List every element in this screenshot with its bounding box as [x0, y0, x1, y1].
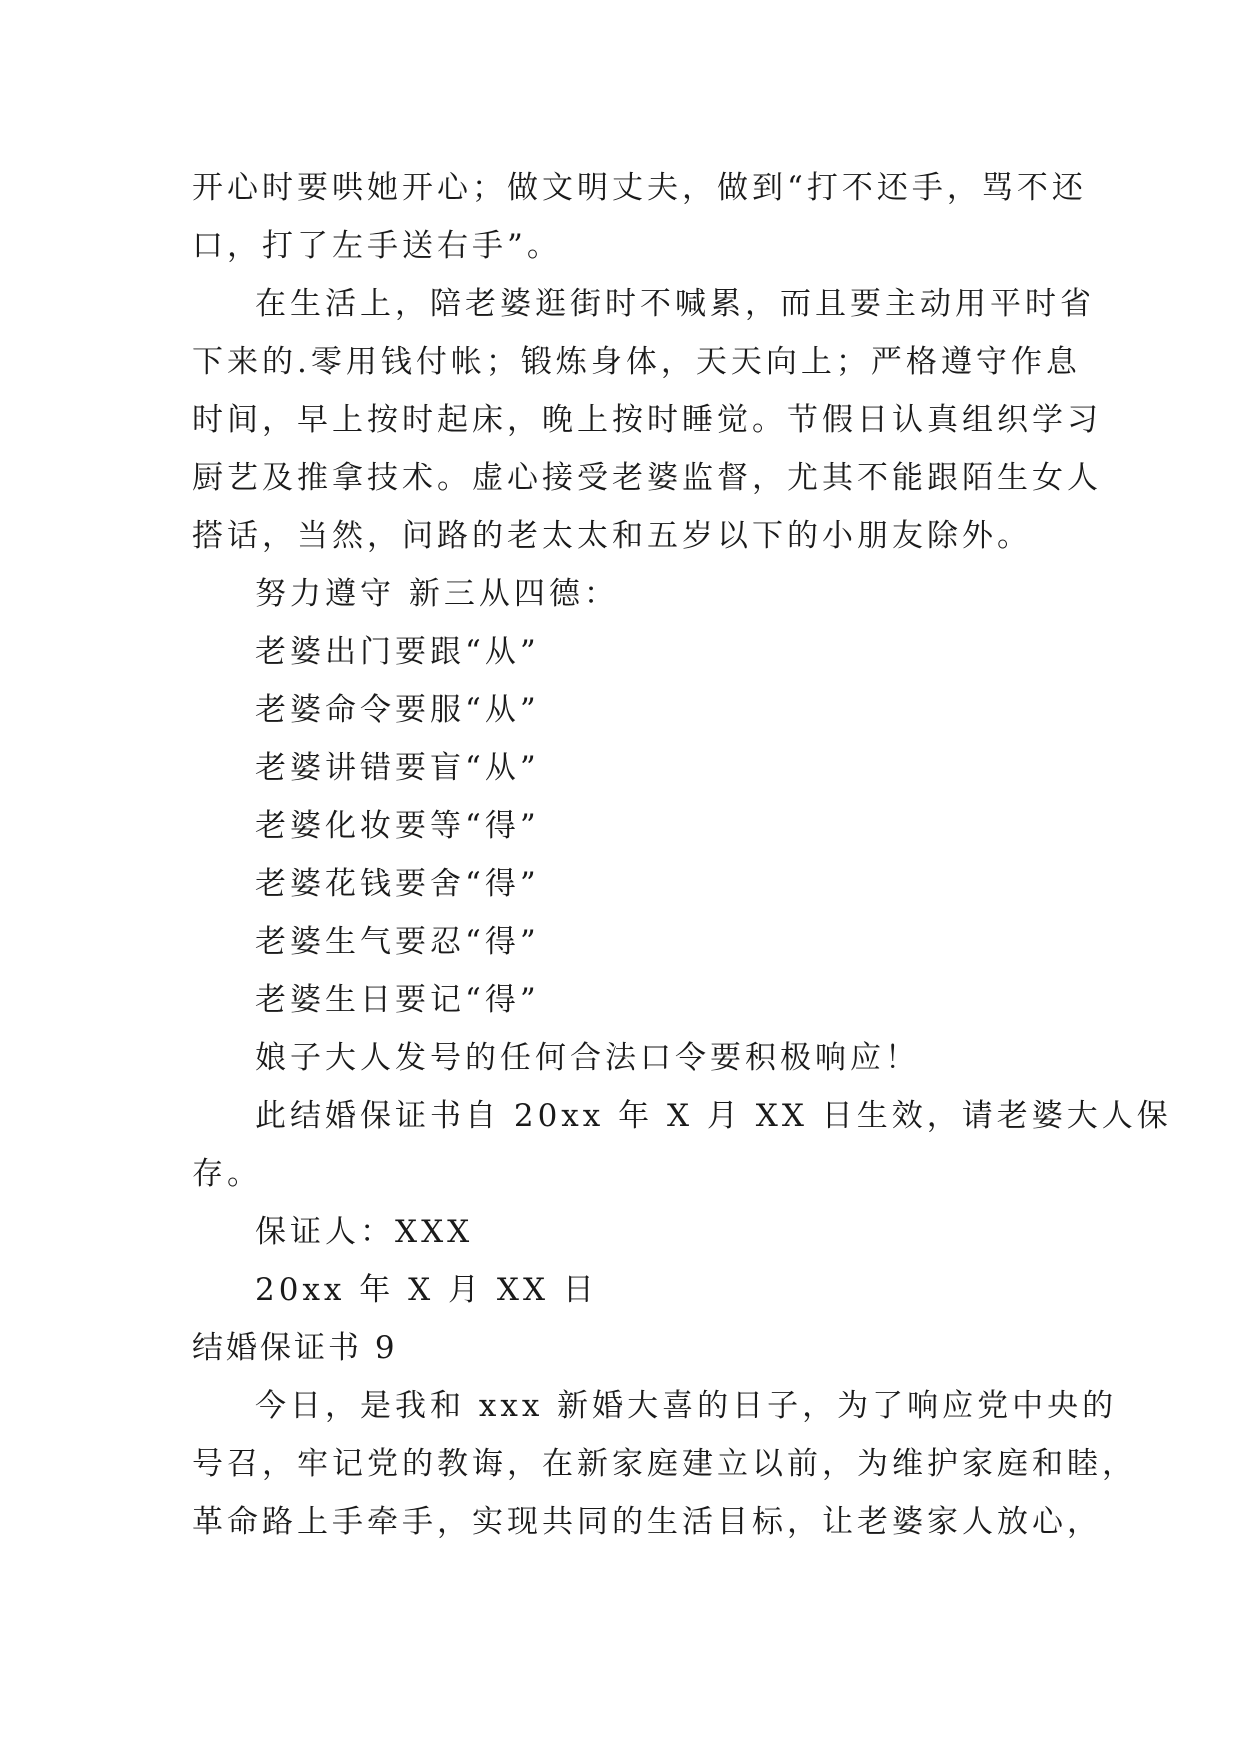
date-line: 20xx 年 X 月 XX 日	[255, 1272, 598, 1308]
paragraph-line: 厨艺及推拿技术。虚心接受老婆监督，尤其不能跟陌生女人	[192, 460, 1102, 496]
list-item: 老婆讲错要盲“从”	[255, 750, 540, 786]
paragraph-line: 存。	[192, 1156, 262, 1192]
paragraph-line: 号召，牢记党的教诲，在新家庭建立以前，为维护家庭和睦，	[192, 1446, 1137, 1482]
list-item: 老婆化妆要等“得”	[255, 808, 540, 844]
list-item: 老婆出门要跟“从”	[255, 634, 540, 670]
paragraph-line: 努力遵守 新三从四德：	[255, 576, 619, 612]
section-heading: 结婚保证书 9	[192, 1330, 398, 1366]
list-item: 老婆命令要服“从”	[255, 692, 540, 728]
paragraph-line: 娘子大人发号的任何合法口令要积极响应！	[255, 1040, 920, 1076]
paragraph-line: 时间，早上按时起床，晚上按时睡觉。节假日认真组织学习	[192, 402, 1102, 438]
list-item: 老婆花钱要舍“得”	[255, 866, 540, 902]
list-item: 老婆生气要忍“得”	[255, 924, 540, 960]
guarantor-line: 保证人：XXX	[255, 1214, 474, 1250]
paragraph-line: 开心时要哄她开心；做文明丈夫，做到“打不还手，骂不还	[192, 170, 1087, 206]
paragraph-line: 革命路上手牵手，实现共同的生活目标，让老婆家人放心，	[192, 1504, 1102, 1540]
paragraph-line: 下来的.零用钱付帐；锻炼身体，天天向上；严格遵守作息	[192, 344, 1081, 380]
paragraph-line: 在生活上，陪老婆逛街时不喊累，而且要主动用平时省	[255, 286, 1095, 322]
paragraph-line: 口，打了左手送右手”。	[192, 228, 562, 264]
paragraph-line: 此结婚保证书自 20xx 年 X 月 XX 日生效，请老婆大人保	[255, 1098, 1172, 1134]
paragraph-line: 今日，是我和 xxx 新婚大喜的日子，为了响应党中央的	[255, 1388, 1118, 1424]
paragraph-line: 搭话，当然，问路的老太太和五岁以下的小朋友除外。	[192, 518, 1032, 554]
list-item: 老婆生日要记“得”	[255, 982, 540, 1018]
